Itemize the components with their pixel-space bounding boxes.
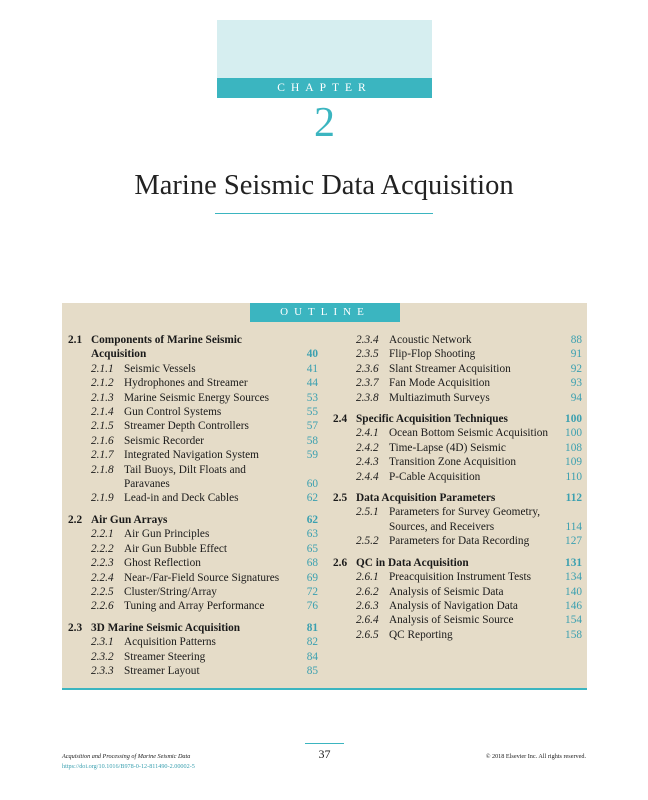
outline-title: Seismic Recorder — [124, 434, 204, 447]
outline-subsection[interactable] — [68, 405, 318, 419]
outline-subsection[interactable] — [333, 347, 582, 361]
outline-page-number: 93 — [570, 377, 582, 390]
outline-page-number: 85 — [306, 664, 318, 677]
outline-page-number: 59 — [306, 449, 318, 462]
outline-number: 2.1.6 — [91, 434, 114, 447]
outline-subsection[interactable] — [68, 434, 318, 448]
outline-title: Streamer Depth Controllers — [124, 420, 249, 433]
outline-number: 2.1.2 — [91, 377, 114, 390]
outline-page-number: 68 — [306, 557, 318, 570]
outline-number: 2.2.3 — [91, 557, 114, 570]
outline-title: Time-Lapse (4D) Seismic — [389, 441, 506, 454]
outline-page-number: 154 — [565, 614, 582, 627]
outline-title: QC Reporting — [389, 628, 453, 641]
outline-section[interactable] — [333, 556, 582, 570]
outline-number: 2.3.4 — [356, 334, 379, 346]
outline-number: 2.2.1 — [91, 528, 114, 541]
outline-number: 2.2.4 — [91, 571, 114, 584]
outline-title: Analysis of Seismic Data — [389, 585, 504, 598]
outline-title: QC in Data Acquisition — [356, 556, 469, 569]
outline-title: Hydrophones and Streamer — [124, 377, 248, 390]
outline-number: 2.6.2 — [356, 585, 379, 598]
outline-page-number: 140 — [565, 585, 582, 598]
page-number: 37 — [318, 747, 331, 761]
outline-page-number: 134 — [565, 571, 582, 584]
outline-subsection[interactable] — [68, 542, 318, 556]
outline-subsection[interactable] — [333, 455, 582, 469]
outline-subsection[interactable] — [333, 426, 582, 440]
footer-book-title: Acquisition and Processing of Marine Seismic Data — [62, 753, 191, 760]
outline-page-number: 91 — [570, 348, 582, 361]
outline-number: 2.1 — [68, 334, 83, 346]
outline-number: 2.6.3 — [356, 599, 379, 612]
outline-title: Parameters for Data Recording — [389, 535, 530, 548]
outline-number: 2.5.2 — [356, 535, 379, 548]
outline-page-number: 69 — [306, 571, 318, 584]
footer-doi-link[interactable]: https://doi.org/10.1016/B978-0-12-811490-2.00002-5 — [62, 763, 195, 770]
outline-page-number: 57 — [306, 420, 318, 433]
outline-number: 2.1.1 — [91, 362, 114, 375]
outline-page-number: 58 — [306, 434, 318, 447]
outline-subsection[interactable] — [68, 664, 318, 678]
outline-title: Ocean Bottom Seismic Acquisition — [389, 427, 549, 440]
outline-page-number: 146 — [565, 599, 582, 612]
outline-number: 2.4.3 — [356, 456, 379, 469]
outline-subsection[interactable] — [68, 556, 318, 570]
outline-subsection[interactable] — [333, 441, 582, 455]
outline-section[interactable] — [333, 491, 582, 505]
title-rule — [215, 213, 433, 214]
chapter-number: 2 — [314, 100, 335, 146]
outline-subsection[interactable] — [333, 470, 582, 484]
outline-subsection[interactable] — [333, 376, 582, 390]
outline-section[interactable] — [68, 513, 318, 527]
outline-subsection[interactable] — [68, 599, 318, 613]
outline-label: OUTLINE — [250, 303, 400, 322]
outline-number: 2.2.2 — [91, 542, 114, 555]
outline-number: 2.3 — [68, 621, 83, 634]
outline-subsection[interactable] — [333, 534, 582, 548]
outline-number: 2.1.7 — [91, 449, 114, 462]
outline-title: Analysis of Navigation Data — [389, 599, 518, 612]
outline-subsection[interactable] — [333, 599, 582, 613]
outline-subsection[interactable] — [333, 333, 582, 347]
outline-title: Air Gun Bubble Effect — [124, 542, 228, 555]
outline-subsection[interactable] — [68, 491, 318, 505]
footer-copyright: © 2018 Elsevier Inc. All rights reserved. — [485, 753, 586, 760]
outline-subsection[interactable] — [333, 613, 582, 627]
outline-title: Tail Buoys, Dilt Floats and Paravanes — [124, 463, 246, 491]
outline-subsection[interactable] — [68, 463, 318, 492]
outline-bottom-rule — [62, 688, 587, 690]
outline-title: Components of Marine Seismic Acquisition — [91, 334, 242, 361]
outline-number: 2.2.5 — [91, 585, 114, 598]
outline-title: Tuning and Array Performance — [124, 600, 265, 613]
outline-page-number: 55 — [306, 406, 318, 419]
outline-page-number: 63 — [306, 528, 318, 541]
outline-title: Slant Streamer Acquisition — [389, 362, 511, 375]
outline-number: 2.5 — [333, 492, 348, 505]
outline-number: 2.3.2 — [91, 650, 114, 663]
outline-page-number: 100 — [565, 413, 582, 426]
outline-subsection[interactable] — [68, 635, 318, 649]
outline-number: 2.4 — [333, 413, 348, 426]
outline-number: 2.1.4 — [91, 406, 114, 419]
outline-section[interactable] — [68, 621, 318, 635]
outline-right-column — [333, 333, 582, 642]
outline-title: Acquisition Patterns — [124, 636, 216, 649]
outline-section[interactable] — [333, 412, 582, 426]
outline-page-number: 62 — [306, 513, 318, 526]
outline-number: 2.4.4 — [356, 470, 379, 483]
outline-title: Specific Acquisition Techniques — [356, 413, 508, 426]
outline-page-number: 158 — [565, 628, 582, 641]
outline-number: 2.3.6 — [356, 362, 379, 375]
outline-subsection[interactable] — [68, 571, 318, 585]
outline-title: Flip-Flop Shooting — [389, 348, 476, 361]
outline-page-number: 88 — [570, 334, 582, 346]
outline-subsection[interactable] — [68, 419, 318, 433]
outline-page-number: 44 — [306, 377, 318, 390]
outline-page-number: 110 — [565, 470, 582, 483]
page-title: Marine Seismic Data Acquisition — [134, 170, 514, 201]
outline-subsection[interactable] — [68, 376, 318, 390]
outline-title: Air Gun Principles — [124, 528, 210, 541]
outline-title: Cluster/String/Array — [124, 585, 217, 598]
outline-page-number: 114 — [565, 520, 582, 533]
outline-title: Lead-in and Deck Cables — [124, 492, 239, 505]
outline-title: Preacquisition Instrument Tests — [389, 571, 532, 584]
outline-subsection[interactable] — [333, 585, 582, 599]
outline-title: Transition Zone Acquisition — [389, 456, 516, 469]
outline-number: 2.3.7 — [356, 377, 379, 390]
outline-subsection[interactable] — [68, 650, 318, 664]
outline-title: Seismic Vessels — [124, 362, 196, 375]
outline-title: 3D Marine Seismic Acquisition — [91, 621, 241, 634]
outline-title: P-Cable Acquisition — [389, 470, 481, 483]
outline-title: Parameters for Survey Geometry, Sources, and Receivers — [389, 506, 541, 533]
outline-title: Near-/Far-Field Source Signatures — [124, 571, 280, 584]
outline-title: Streamer Layout — [124, 664, 200, 677]
outline-number: 2.6 — [333, 556, 348, 569]
outline-title: Ghost Reflection — [124, 557, 201, 570]
chapter-label: CHAPTER — [217, 78, 432, 98]
outline-number: 2.4.1 — [356, 427, 379, 440]
footer-rule — [305, 743, 344, 744]
outline-section[interactable] — [68, 333, 318, 362]
outline-page-number: 112 — [565, 492, 582, 505]
outline-number: 2.1.3 — [91, 391, 114, 404]
outline-page-number: 92 — [570, 362, 582, 375]
outline-left-column — [68, 333, 318, 678]
outline-title: Fan Mode Acquisition — [389, 377, 491, 390]
outline-page-number: 81 — [306, 621, 318, 634]
outline-subsection[interactable] — [68, 527, 318, 541]
outline-number: 2.4.2 — [356, 441, 379, 454]
outline-number: 2.1.8 — [91, 463, 114, 476]
outline-page-number: 127 — [565, 535, 582, 548]
outline-page-number: 108 — [565, 441, 582, 454]
outline-page-number: 94 — [570, 391, 582, 404]
outline-page-number: 53 — [306, 391, 318, 404]
outline-number: 2.3.3 — [91, 664, 114, 677]
outline-title: Marine Seismic Energy Sources — [124, 391, 270, 404]
outline-page-number: 82 — [306, 636, 318, 649]
outline-number: 2.5.1 — [356, 506, 379, 519]
outline-number: 2.2 — [68, 513, 83, 526]
outline-number: 2.3.8 — [356, 391, 379, 404]
outline-page-number: 65 — [306, 542, 318, 555]
chapter-header-box — [217, 20, 432, 78]
outline-page-number: 41 — [306, 362, 318, 375]
outline-page-number: 72 — [306, 585, 318, 598]
outline-subsection[interactable] — [333, 391, 582, 405]
outline-page-number: 131 — [565, 556, 582, 569]
outline-page-number: 62 — [306, 492, 318, 505]
outline-number: 2.3.5 — [356, 348, 379, 361]
outline-number: 2.6.5 — [356, 628, 379, 641]
outline-number: 2.1.9 — [91, 492, 114, 505]
outline-page-number: 60 — [306, 478, 318, 491]
outline-subsection[interactable] — [68, 362, 318, 376]
outline-page-number: 76 — [306, 600, 318, 613]
outline-title: Gun Control Systems — [124, 406, 222, 419]
outline-number: 2.2.6 — [91, 600, 114, 613]
outline-title: Acoustic Network — [389, 334, 472, 346]
outline-subsection[interactable] — [68, 391, 318, 405]
outline-page-number: 109 — [565, 456, 582, 469]
outline-subsection[interactable] — [68, 585, 318, 599]
outline-page-number: 84 — [306, 650, 318, 663]
outline-title: Air Gun Arrays — [91, 513, 168, 526]
outline-subsection[interactable] — [333, 505, 582, 534]
outline-number: 2.6.1 — [356, 571, 379, 584]
outline-number: 2.6.4 — [356, 614, 379, 627]
outline-subsection[interactable] — [68, 448, 318, 462]
outline-page-number: 100 — [565, 427, 582, 440]
outline-title: Multiazimuth Surveys — [389, 391, 490, 404]
outline-title: Analysis of Seismic Source — [389, 614, 514, 627]
outline-page-number: 40 — [306, 348, 318, 361]
outline-number: 2.1.5 — [91, 420, 114, 433]
outline-subsection[interactable] — [333, 628, 582, 642]
outline-number: 2.3.1 — [91, 636, 114, 649]
outline-title: Integrated Navigation System — [124, 449, 259, 462]
outline-title: Streamer Steering — [124, 650, 206, 663]
outline-subsection[interactable] — [333, 362, 582, 376]
outline-title: Data Acquisition Parameters — [356, 492, 496, 505]
outline-subsection[interactable] — [333, 570, 582, 584]
